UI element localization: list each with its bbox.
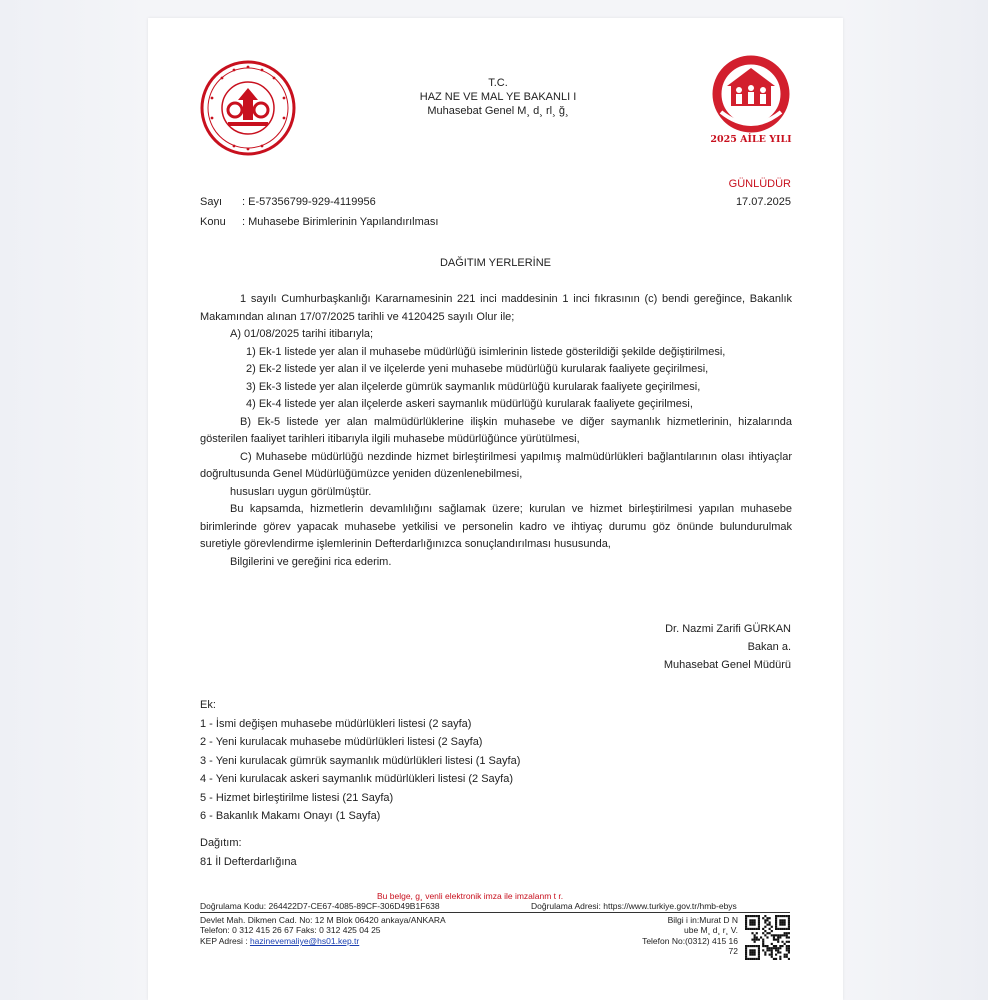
header-ministry: HAZ NE VE MAL YE BAKANLI I: [419, 91, 577, 103]
contact-title: ube M¸ d¸ r¸ V.: [683, 925, 738, 935]
document-page: [148, 18, 843, 1000]
verification-address[interactable]: Doğrulama Adresi: https://www.turkiye.gov.tr/hmb-ebys: [531, 901, 737, 911]
signature-title: Muhasebat Genel Müdürü: [663, 659, 791, 671]
attachment-item: 5 - Hizmet birleştirilme listesi (21 Sayfa): [200, 791, 394, 804]
footer-phone: Telefon: 0 312 415 26 67 Faks: 0 312 425 04 25: [200, 925, 381, 935]
aile-yili-label: 2025 AİLE YILI: [710, 134, 792, 145]
footer-divider: [200, 912, 790, 913]
distribution-value: 81 İl Defterdarlığına: [200, 856, 297, 868]
body-item-a4: 4) Ek-4 listede yer alan ilçelerde askeri saymanlık müdürlüğü kurularak faaliyete geçirilmesi,: [246, 398, 693, 410]
attachment-item: 3 - Yeni kurulacak gümrük saymanlık müdürlükleri listesi (1 Sayfa): [200, 754, 521, 767]
contact-phone: Telefon No:(0312) 415 16: [642, 936, 738, 946]
body-paragraph-scope: Bu kapsamda, hizmetlerin devamlılığını sağlamak üzere; kurulan ve hizmet birleştirilmesi yapılan muhasebe birimlerinde görev yapacak muhasebe yetkilisi ve personelin kadro ve ihtiyaç durumu göz önünde bulundurulmak suretiyle görevlendirme işlemlerinin Defterdarlığınızca sonuçlandırılması hususunda,: [200, 503, 792, 550]
attachments-list: [200, 696, 520, 826]
konu-value: : Muhasebe Birimlerinin Yapılandırılması: [242, 216, 439, 228]
body-item-a2: 2) Ek-2 listede yer alan il ve ilçelerde yeni muhasebe müdürlüğü kurularak faaliyete geçirilmesi,: [246, 363, 709, 375]
body-item-a1: 1) Ek-1 listede yer alan il muhasebe müdürlüğü isimlerinin listede gösterildiği şekilde değiştirilmesi,: [246, 345, 726, 358]
e-signature-note: Bu belge, g¸ venli elektronik imza ile imzalanm t r.: [377, 891, 564, 901]
distribution-label: Dağıtım:: [200, 837, 242, 849]
header-department: Muhasebat Genel M¸ d¸ rl¸ ğ¸: [427, 105, 569, 117]
body-item-b: B) Ek-5 listede yer alan malmüdürlüklerine ilişkin muhasebe ve diğer saymanlık hizmetlerinin, hizalarında gösterilen faaliyet tarihleri itibarıyla ilgili muhasebe müdürlüğünce yürütülmesi,: [200, 415, 792, 445]
footer-address: Devlet Mah. Dikmen Cad. No: 12 M Blok 06420 ankaya/ANKARA: [200, 915, 446, 925]
document-date: 17.07.2025: [735, 196, 791, 208]
qr-code: [745, 915, 790, 960]
verification-code: Doğrulama Kodu: 264422D7-CE67-4085-89CF-306D49B1F638: [200, 901, 440, 911]
contact-person: Bilgi i in:Murat D N: [667, 915, 738, 925]
body-paragraph-intro: 1 sayılı Cumhurbaşkanlığı Kararnamesinin 221 inci maddesinin 1 inci fıkrasının (c) bendi gereğince, Bakanlık Makamından alınan 17/07/2025 tarihli ve 4120425 sayılı Olur ile;: [200, 293, 792, 323]
attachment-item: 1 - İsmi değişen muhasebe müdürlükleri listesi (2 sayfa): [200, 717, 472, 730]
body-item-c: C) Muhasebe müdürlüğü nezdinde hizmet birleştirilmesi yapılmış malmüdürlükleri bağlantılarının olası ihtiyaçlar doğrultusunda Genel Müdürlüğümüzce yeniden düzenlenebilmesi,: [200, 450, 792, 480]
contact-phone-ext: 72: [728, 946, 738, 956]
body-item-a: A) 01/08/2025 tarihi itibarıyla;: [230, 328, 374, 340]
aile-yili-logo: [701, 54, 801, 154]
ministry-seal-logo: [198, 58, 298, 158]
sayi-label: Sayı: [200, 196, 223, 208]
sayi-value: : E-57356799-929-4119956: [242, 196, 376, 208]
body-item-a3: 3) Ek-3 listede yer alan ilçelerde gümrük saymanlık müdürlüğü kurularak faaliyete geçirilmesi,: [246, 380, 701, 393]
signature-name: Dr. Nazmi Zarifi GÜRKAN: [665, 623, 791, 635]
body-conclusion: hususları uygun görülmüştür.: [230, 485, 372, 498]
body-closing: Bilgilerini ve gereğini rica ederim.: [230, 555, 392, 568]
attachment-item: 4 - Yeni kurulacak askeri saymanlık müdürlükleri listesi (2 Sayfa): [200, 773, 514, 785]
kep-address-link[interactable]: hazinevemaliye@hs01.kep.tr: [249, 936, 360, 946]
header-tc: T.C.: [488, 77, 508, 89]
attachment-item: 2 - Yeni kurulacak muhasebe müdürlükleri listesi (2 Sayfa): [200, 736, 483, 748]
attachment-item: 6 - Bakanlık Makamı Onayı (1 Sayfa): [200, 810, 381, 822]
kep-label: KEP Adresi :: [200, 936, 248, 946]
footer-kep: [200, 936, 359, 946]
document-body: [200, 291, 792, 571]
family-icon: [701, 54, 801, 134]
urgency-label: GÜNLÜDÜR: [728, 178, 791, 190]
signature-line-bakan: Bakan a.: [747, 641, 791, 653]
attachments-label: Ek:: [200, 699, 216, 711]
document-title: DAĞITIM YERLERİNE: [439, 257, 552, 269]
konu-label: Konu: [200, 216, 226, 228]
